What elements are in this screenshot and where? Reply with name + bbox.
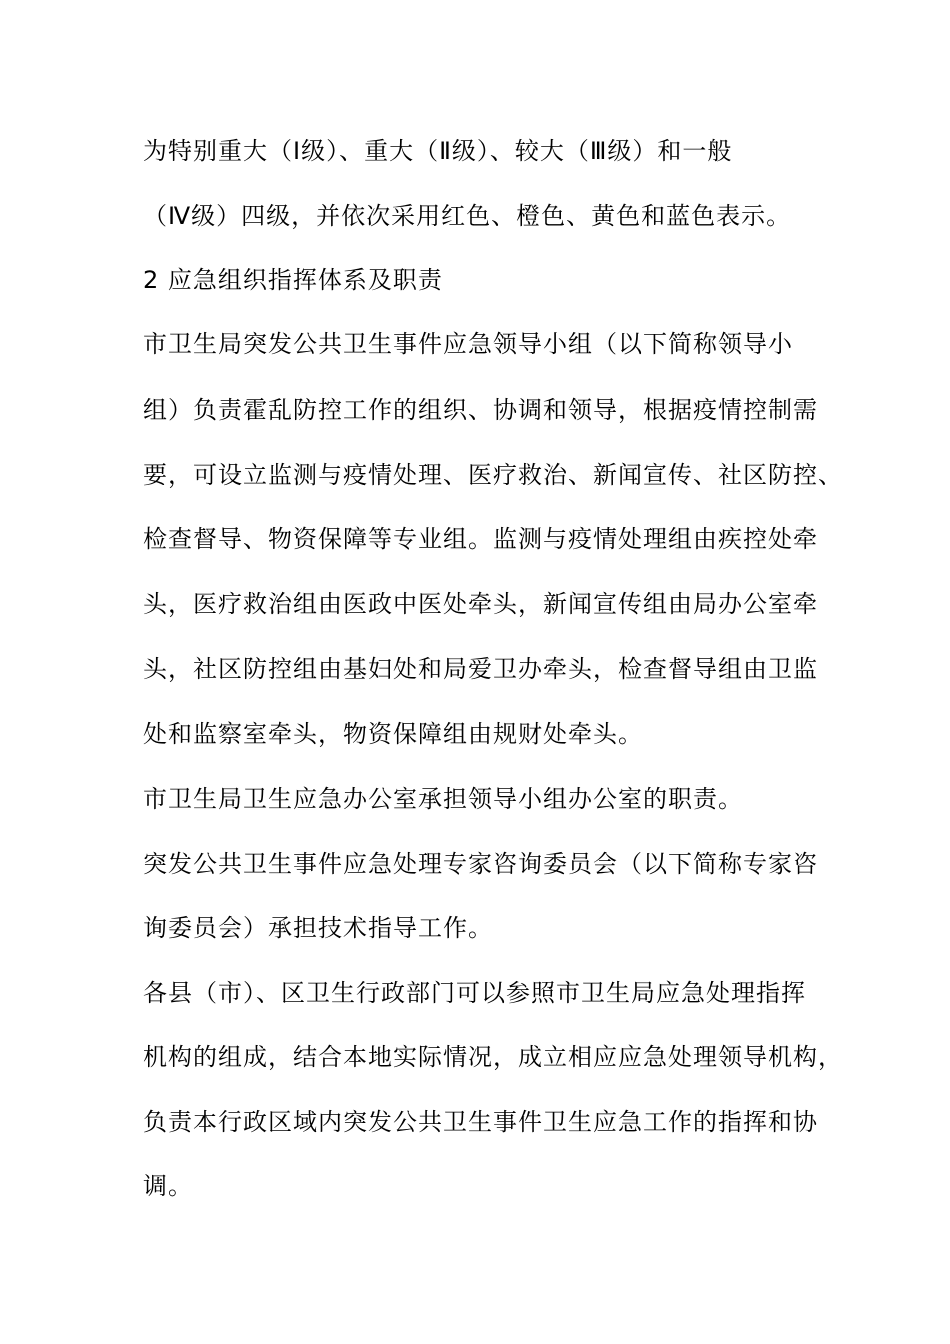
text-line-15: 机构的组成，结合本地实际情况，成立相应应急处理领导机构， (143, 1043, 843, 1071)
text-line-1: 为特别重大（Ⅰ级）、重大（Ⅱ级）、较大（Ⅲ级）和一般 (143, 137, 733, 165)
text-line-14: 各县（市）、区卫生行政部门可以参照市卫生局应急处理指挥 (143, 979, 806, 1007)
text-line-13: 询委员会）承担技术指导工作。 (143, 914, 493, 942)
text-line-8: 头，医疗救治组由医政中医处牵头，新闻宣传组由局办公室牵 (143, 590, 818, 618)
text-line-11: 市卫生局卫生应急办公室承担领导小组办公室的职责。 (143, 785, 743, 813)
text-line-9: 头，社区防控组由基妇处和局爱卫办牵头，检查督导组由卫监 (143, 655, 818, 683)
text-line-7: 检查督导、物资保障等专业组。监测与疫情处理组由疾控处牵 (143, 525, 818, 553)
section-heading: 2 应急组织指挥体系及职责 (143, 266, 443, 294)
text-line-17: 调。 (143, 1172, 193, 1200)
text-line-16: 负责本行政区域内突发公共卫生事件卫生应急工作的指挥和协 (143, 1108, 818, 1136)
text-line-10: 处和监察室牵头，物资保障组由规财处牵头。 (143, 720, 643, 748)
text-line-2: （Ⅳ级）四级，并依次采用红色、橙色、黄色和蓝色表示。 (143, 202, 792, 230)
text-line-4: 市卫生局突发公共卫生事件应急领导小组（以下简称领导小 (143, 330, 793, 358)
text-line-6: 要，可设立监测与疫情处理、医疗救治、新闻宣传、社区防控、 (143, 461, 843, 489)
text-line-12: 突发公共卫生事件应急处理专家咨询委员会（以下简称专家咨 (143, 850, 818, 878)
text-line-5: 组）负责霍乱防控工作的组织、协调和领导，根据疫情控制需 (143, 396, 818, 424)
